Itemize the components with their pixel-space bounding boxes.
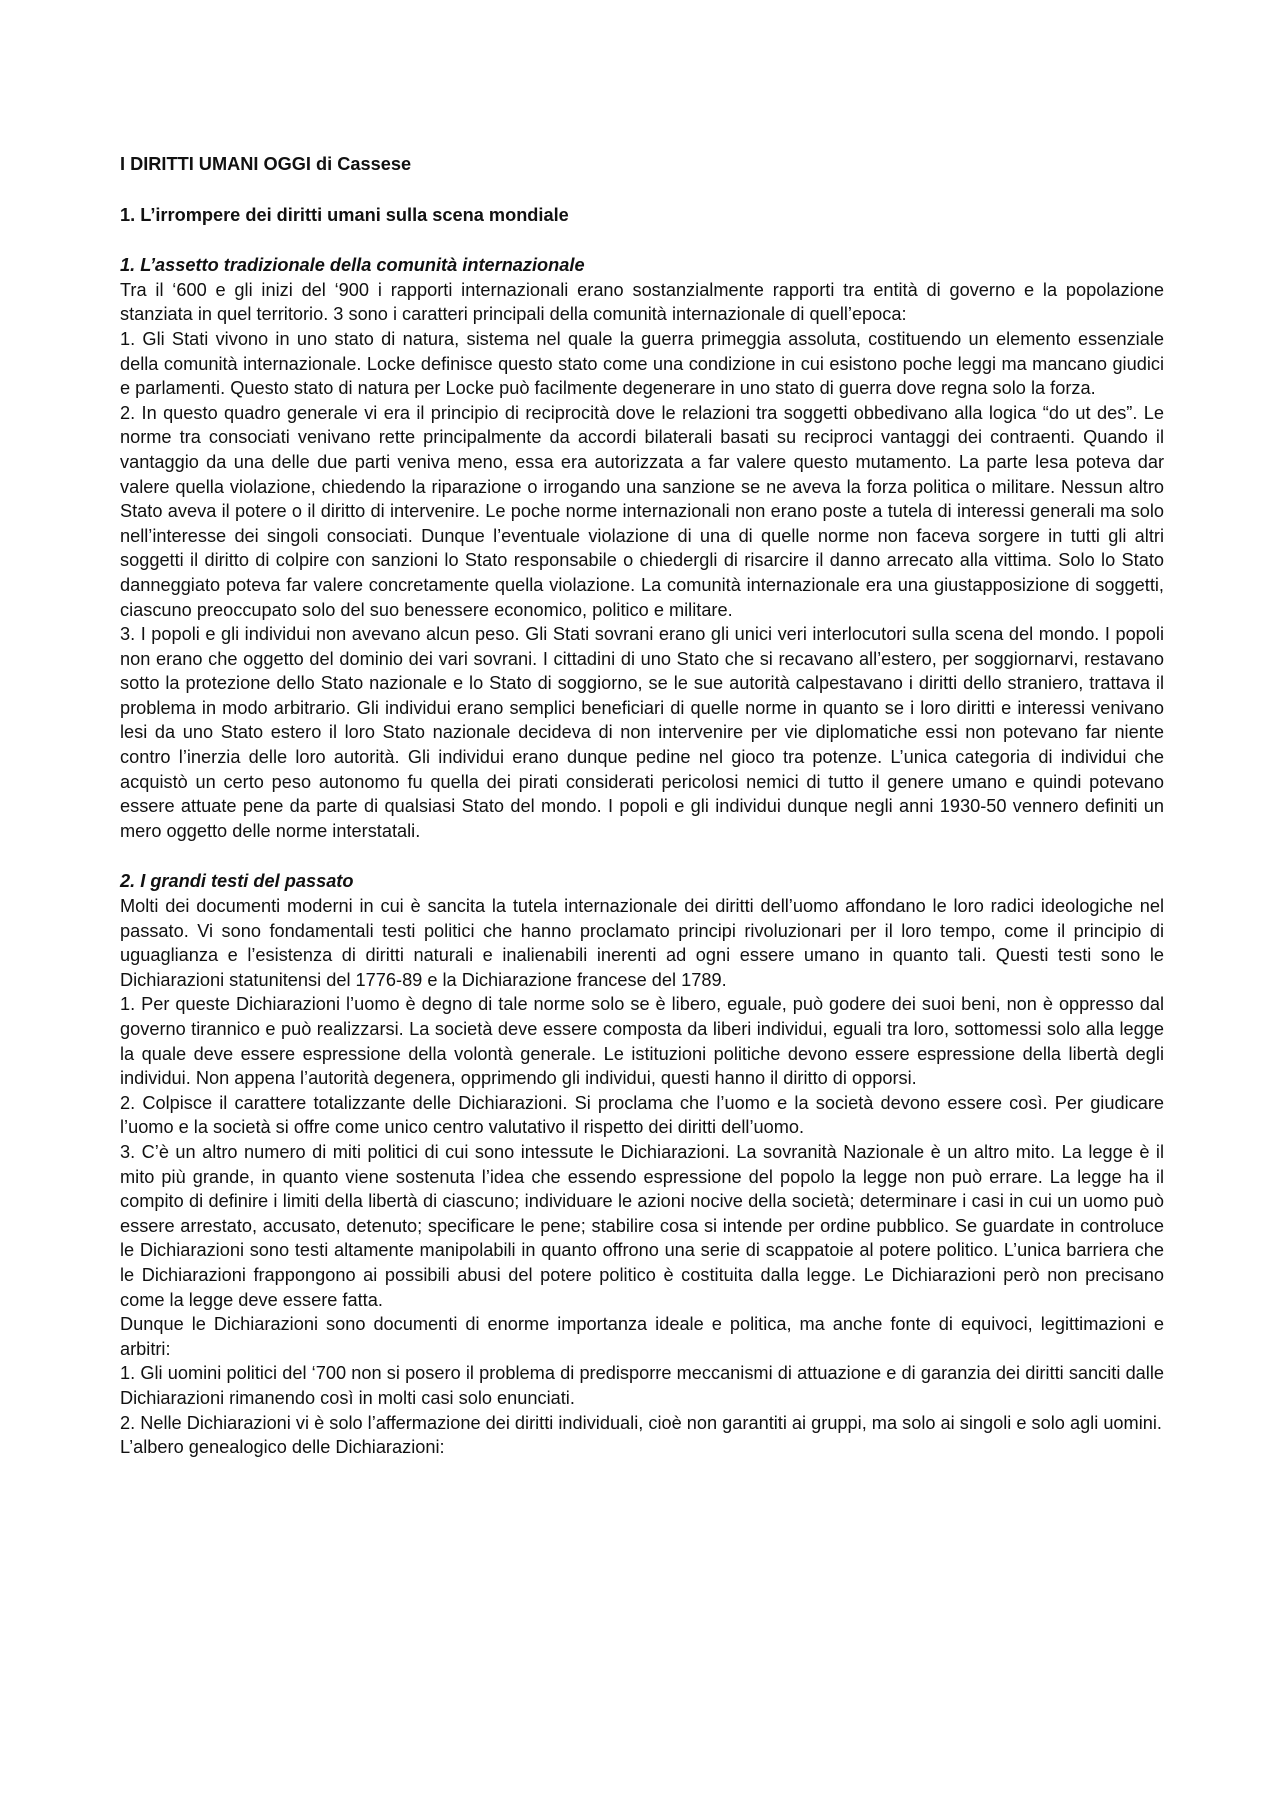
paragraph: 3. I popoli e gli individui non avevano alcun peso. Gli Stati sovrani erano gli unici veri interlocutori sulla scena del mondo. I popoli non erano che oggetto del dominio dei vari sovrani. I cittadini di uno Stato che si recavano all’estero, per soggiornarvi, restavano sotto la protezione dello Stato nazionale e lo Stato di soggiorno, se le sue autorità calpestavano i diritti dello straniero, trattava il problema in modo arbitrario. Gli individui erano semplici beneficiari di quelle norme in quanto se i loro diritti e interessi venivano lesi da uno Stato estero il loro Stato nazionale decideva di non intervenire per vie diplomatiche essi non potevano far niente contro l’inerzia delle loro autorità. Gli individui erano dunque pedine nel gioco tra potenze. L’unica categoria di individui che acquistò un certo peso autonomo fu quella dei pirati considerati pericolosi nemici di tutto il genere umano e quindi potevano essere attuate pene da parte di qualsiasi Stato del mondo. I popoli e gli individui dunque negli anni 1930-50 vennero definiti un mero oggetto delle norme interstatali.: [120, 624, 1164, 841]
paragraph: Tra il ‘600 e gli inizi del ‘900 i rapporti internazionali erano sostanzialmente rapporti tra entità di governo e la popolazione stanziata in quel territorio. 3 sono i caratteri principali della comunità internazionale di quell’epoca:: [120, 279, 1164, 325]
paragraph: 1. Per queste Dichiarazioni l’uomo è degno di tale norme solo se è libero, eguale, può godere dei suoi beni, non è oppresso dal governo tirannico e può realizzarsi. La società deve essere composta da liberi individui, eguali tra loro, sottomessi solo alla legge la quale deve essere espressione della volontà generale. Le istituzioni politiche devono essere espressione della libertà degli individui. Non appena l’autorità degenera, opprimendo gli individui, questi hanno il diritto di opporsi.: [120, 994, 1164, 1089]
paragraph: 2. Nelle Dichiarazioni vi è solo l’affermazione dei diritti individuali, cioè non garantiti ai gruppi, ma solo ai singoli e solo agli uomini.: [120, 1412, 1162, 1433]
document-page: [120, 152, 1164, 1460]
chapter-title: 1. L’irrompere dei diritti umani sulla scena mondiale: [120, 204, 569, 225]
section-heading: 2. I grandi testi del passato: [120, 871, 354, 892]
section-heading: 1. L’assetto tradizionale della comunità internazionale: [120, 255, 585, 276]
paragraph: 1. Gli uomini politici del ‘700 non si posero il problema di predisporre meccanismi di attuazione e di garanzia dei diritti sanciti dalle Dichiarazioni rimanendo così in molti casi solo enunciati.: [120, 1363, 1164, 1408]
section-1: [120, 253, 1164, 843]
paragraph: L’albero genealogico delle Dichiarazioni:: [120, 1437, 445, 1458]
paragraph: 2. Colpisce il carattere totalizzante delle Dichiarazioni. Si proclama che l’uomo e la società devono essere così. Per giudicare l’uomo e la società si offre come unico centro valutativo il rispetto dei diritti dell’uomo.: [120, 1092, 1164, 1138]
paragraph: 2. In questo quadro generale vi era il principio di reciprocità dove le relazioni tra soggetti obbedivano alla logica “do ut des”. Le norme tra consociati venivano rette principalmente da accordi bilaterali basati su reciproci vantaggi dei contraenti. Quando il vantaggio da una delle due parti veniva meno, essa era autorizzata a far valere questo mutamento. La parte lesa poteva dar valere quella violazione, chiedendo la riparazione o irrogando una sanzione se ne aveva la forza politica o militare. Nessun altro Stato aveva il potere o il diritto di intervenire. Le poche norme internazionali non erano poste a tutela di interessi generali ma solo nell’interesse dei singoli consociati. Dunque l’eventuale violazione di una di quelle norme non faceva sorgere in tutti gli altri soggetti il diritto di colpire con sanzioni lo Stato responsabile o chiedergli di risarcire il danno arrecato alla vittima. Solo lo Stato danneggiato poteva far valere concretamente quella violazione. La comunità internazionale era una giustapposizione di soggetti, ciascuno preoccupato solo del suo benessere economico, politico e militare.: [120, 402, 1164, 620]
paragraph: 1. Gli Stati vivono in uno stato di natura, sistema nel quale la guerra primeggia assoluta, costituendo un elemento essenziale della comunità internazionale. Locke definisce questo stato come una condizione in cui esistono poche leggi ma mancano giudici e parlamenti. Questo stato di natura per Locke può facilmente degenerare in uno stato di guerra dove regna solo la forza.: [120, 328, 1164, 399]
paragraph: 3. C’è un altro numero di miti politici di cui sono intessute le Dichiarazioni. La sovranità Nazionale è un altro mito. La legge è il mito più grande, in quanto viene sostenuta l’idea che essendo espressione del popolo la legge non può errare. La legge ha il compito di definire i limiti della libertà di ciascuno; individuare le azioni nocive della società; determinare i casi in cui un uomo può essere arrestato, accusato, detenuto; specificare le pene; stabilire cosa si intende per ordine pubblico. Se guardate in controluce le Dichiarazioni sono testi altamente manipolabili in quanto offrono una serie di scappatoie al potere politico. L’unica barriera che le Dichiarazioni frappongono ai possibili abusi del potere politico è costituita dalla legge. Le Dichiarazioni però non precisano come la legge deve essere fatta.: [120, 1141, 1164, 1310]
document-title: I DIRITTI UMANI OGGI di Cassese: [120, 154, 412, 174]
paragraph: Dunque le Dichiarazioni sono documenti di enorme importanza ideale e politica, ma anche fonte di equivoci, legittimazioni e arbitri:: [120, 1314, 1164, 1359]
paragraph: Molti dei documenti moderni in cui è sancita la tutela internazionale dei diritti dell’uomo affondano le loro radici ideologiche nel passato. Vi sono fondamentali testi politici che hanno proclamato principi rivoluzionari per il loro tempo, come il principio di uguaglianza e l’esistenza di diritti naturali e inalienabili inerenti ad ogni essere umano in quanto tali. Questi testi sono le Dichiarazioni statunitensi del 1776-89 e la Dichiarazione francese del 1789.: [120, 896, 1164, 990]
section-2: [120, 869, 1164, 1459]
